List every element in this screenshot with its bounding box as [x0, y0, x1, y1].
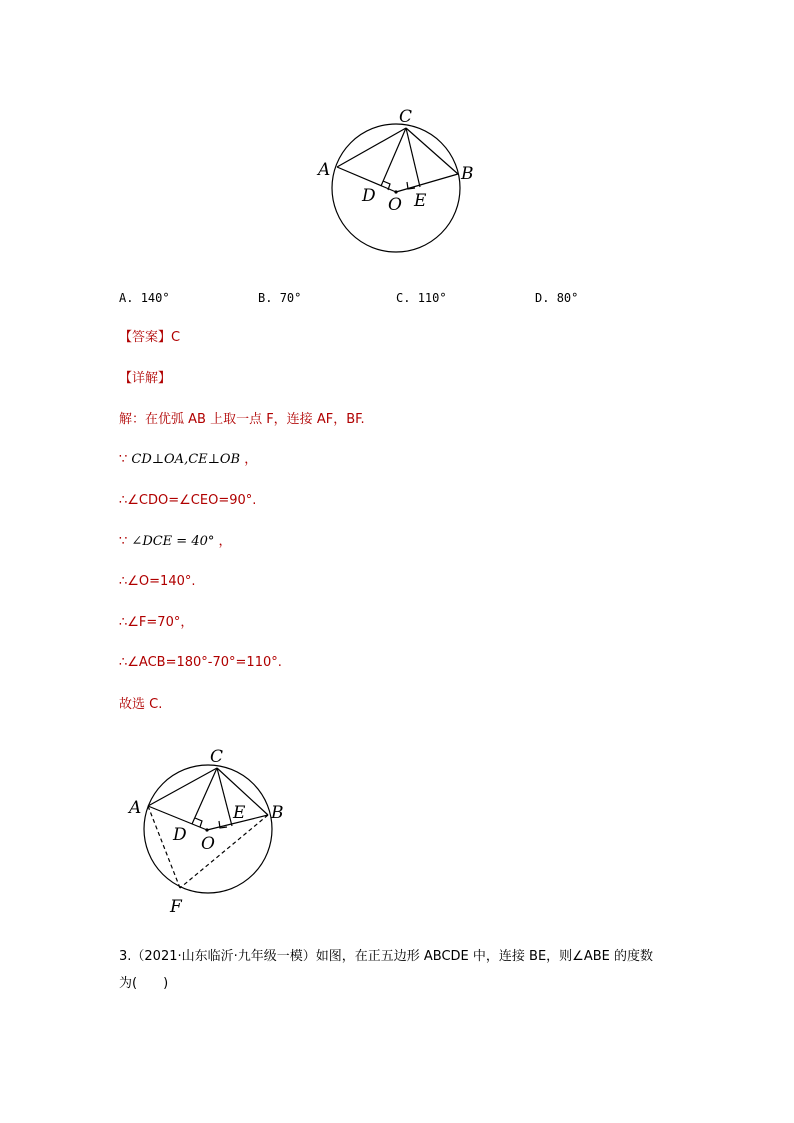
- step-1-tail: ，: [244, 452, 258, 467]
- answer-line: [119, 329, 180, 347]
- label-b: B: [461, 164, 474, 184]
- segment-cd: [381, 128, 406, 186]
- label-o-2: O: [201, 834, 215, 854]
- right-angle-mark-e-2: [219, 821, 227, 828]
- option-b-letter: B.: [258, 291, 273, 305]
- option-d: [535, 290, 578, 306]
- option-c-letter: C.: [396, 291, 411, 305]
- answer-tag: 【答案】: [119, 330, 172, 345]
- because-symbol-3: ∵: [119, 534, 128, 549]
- answer-value: C: [171, 330, 181, 345]
- label-c: C: [399, 107, 413, 127]
- label-a: A: [318, 160, 331, 180]
- label-e: E: [414, 191, 427, 211]
- right-angle-mark-d: [383, 181, 390, 190]
- option-a-letter: A.: [119, 291, 134, 305]
- label-a-2: A: [129, 798, 142, 818]
- chord-ca: [337, 128, 406, 167]
- option-c: [396, 290, 447, 306]
- option-a: [119, 290, 170, 306]
- solution-conclusion: 故选 C.: [119, 697, 163, 712]
- option-b-value: 70°: [279, 291, 302, 305]
- question-3-line-2: 为( ): [119, 976, 169, 991]
- point-o: [394, 190, 397, 193]
- option-a-value: 140°: [140, 291, 170, 305]
- point-o-2: [205, 828, 208, 831]
- label-e-2: E: [233, 803, 246, 823]
- solution-step-4: ∴∠O=140°.: [119, 574, 196, 589]
- solution-step-1: [119, 451, 257, 469]
- because-symbol-1: ∵: [119, 452, 128, 467]
- label-d: D: [362, 186, 376, 206]
- label-f-2: F: [170, 897, 182, 917]
- label-b-2: B: [271, 803, 284, 823]
- label-d-2: D: [173, 825, 187, 845]
- detail-tag: 【详解】: [119, 371, 172, 386]
- segment-ob: [396, 174, 458, 192]
- step-3-math: ∠DCE = 40°: [131, 534, 215, 549]
- solution-step-5: ∴∠F=70°，: [119, 615, 194, 630]
- label-c-2: C: [210, 747, 224, 767]
- solution-step-6: ∴∠ACB=180°-70°=110°.: [119, 655, 282, 670]
- segment-ce: [406, 128, 420, 187]
- solution-step-2: ∴∠CDO=∠CEO=90°.: [119, 493, 257, 508]
- option-b: [258, 290, 301, 306]
- label-o: O: [388, 195, 402, 215]
- circle-1: [332, 124, 460, 252]
- option-d-value: 80°: [556, 291, 579, 305]
- segment-cd-2: [192, 768, 217, 824]
- chord-ca-2: [148, 768, 217, 806]
- solution-intro: 解：在优弧 AB 上取一点 F，连接 AF，BF.: [119, 412, 365, 427]
- option-c-value: 110°: [417, 291, 447, 305]
- question-3-line-1: 3.（2021·山东临沂·九年级一模）如图，在正五边形 ABCDE 中，连接 BE，则∠ABE 的度数: [119, 949, 653, 964]
- figure-circle-1: [310, 100, 480, 265]
- step-3-tail: ，: [218, 534, 232, 549]
- segment-ce-2: [217, 768, 232, 826]
- option-d-letter: D.: [535, 291, 550, 305]
- solution-step-3: [119, 533, 232, 551]
- figure-circle-2: [120, 740, 300, 920]
- step-1-math: CD⊥OA,CE⊥OB: [131, 452, 241, 467]
